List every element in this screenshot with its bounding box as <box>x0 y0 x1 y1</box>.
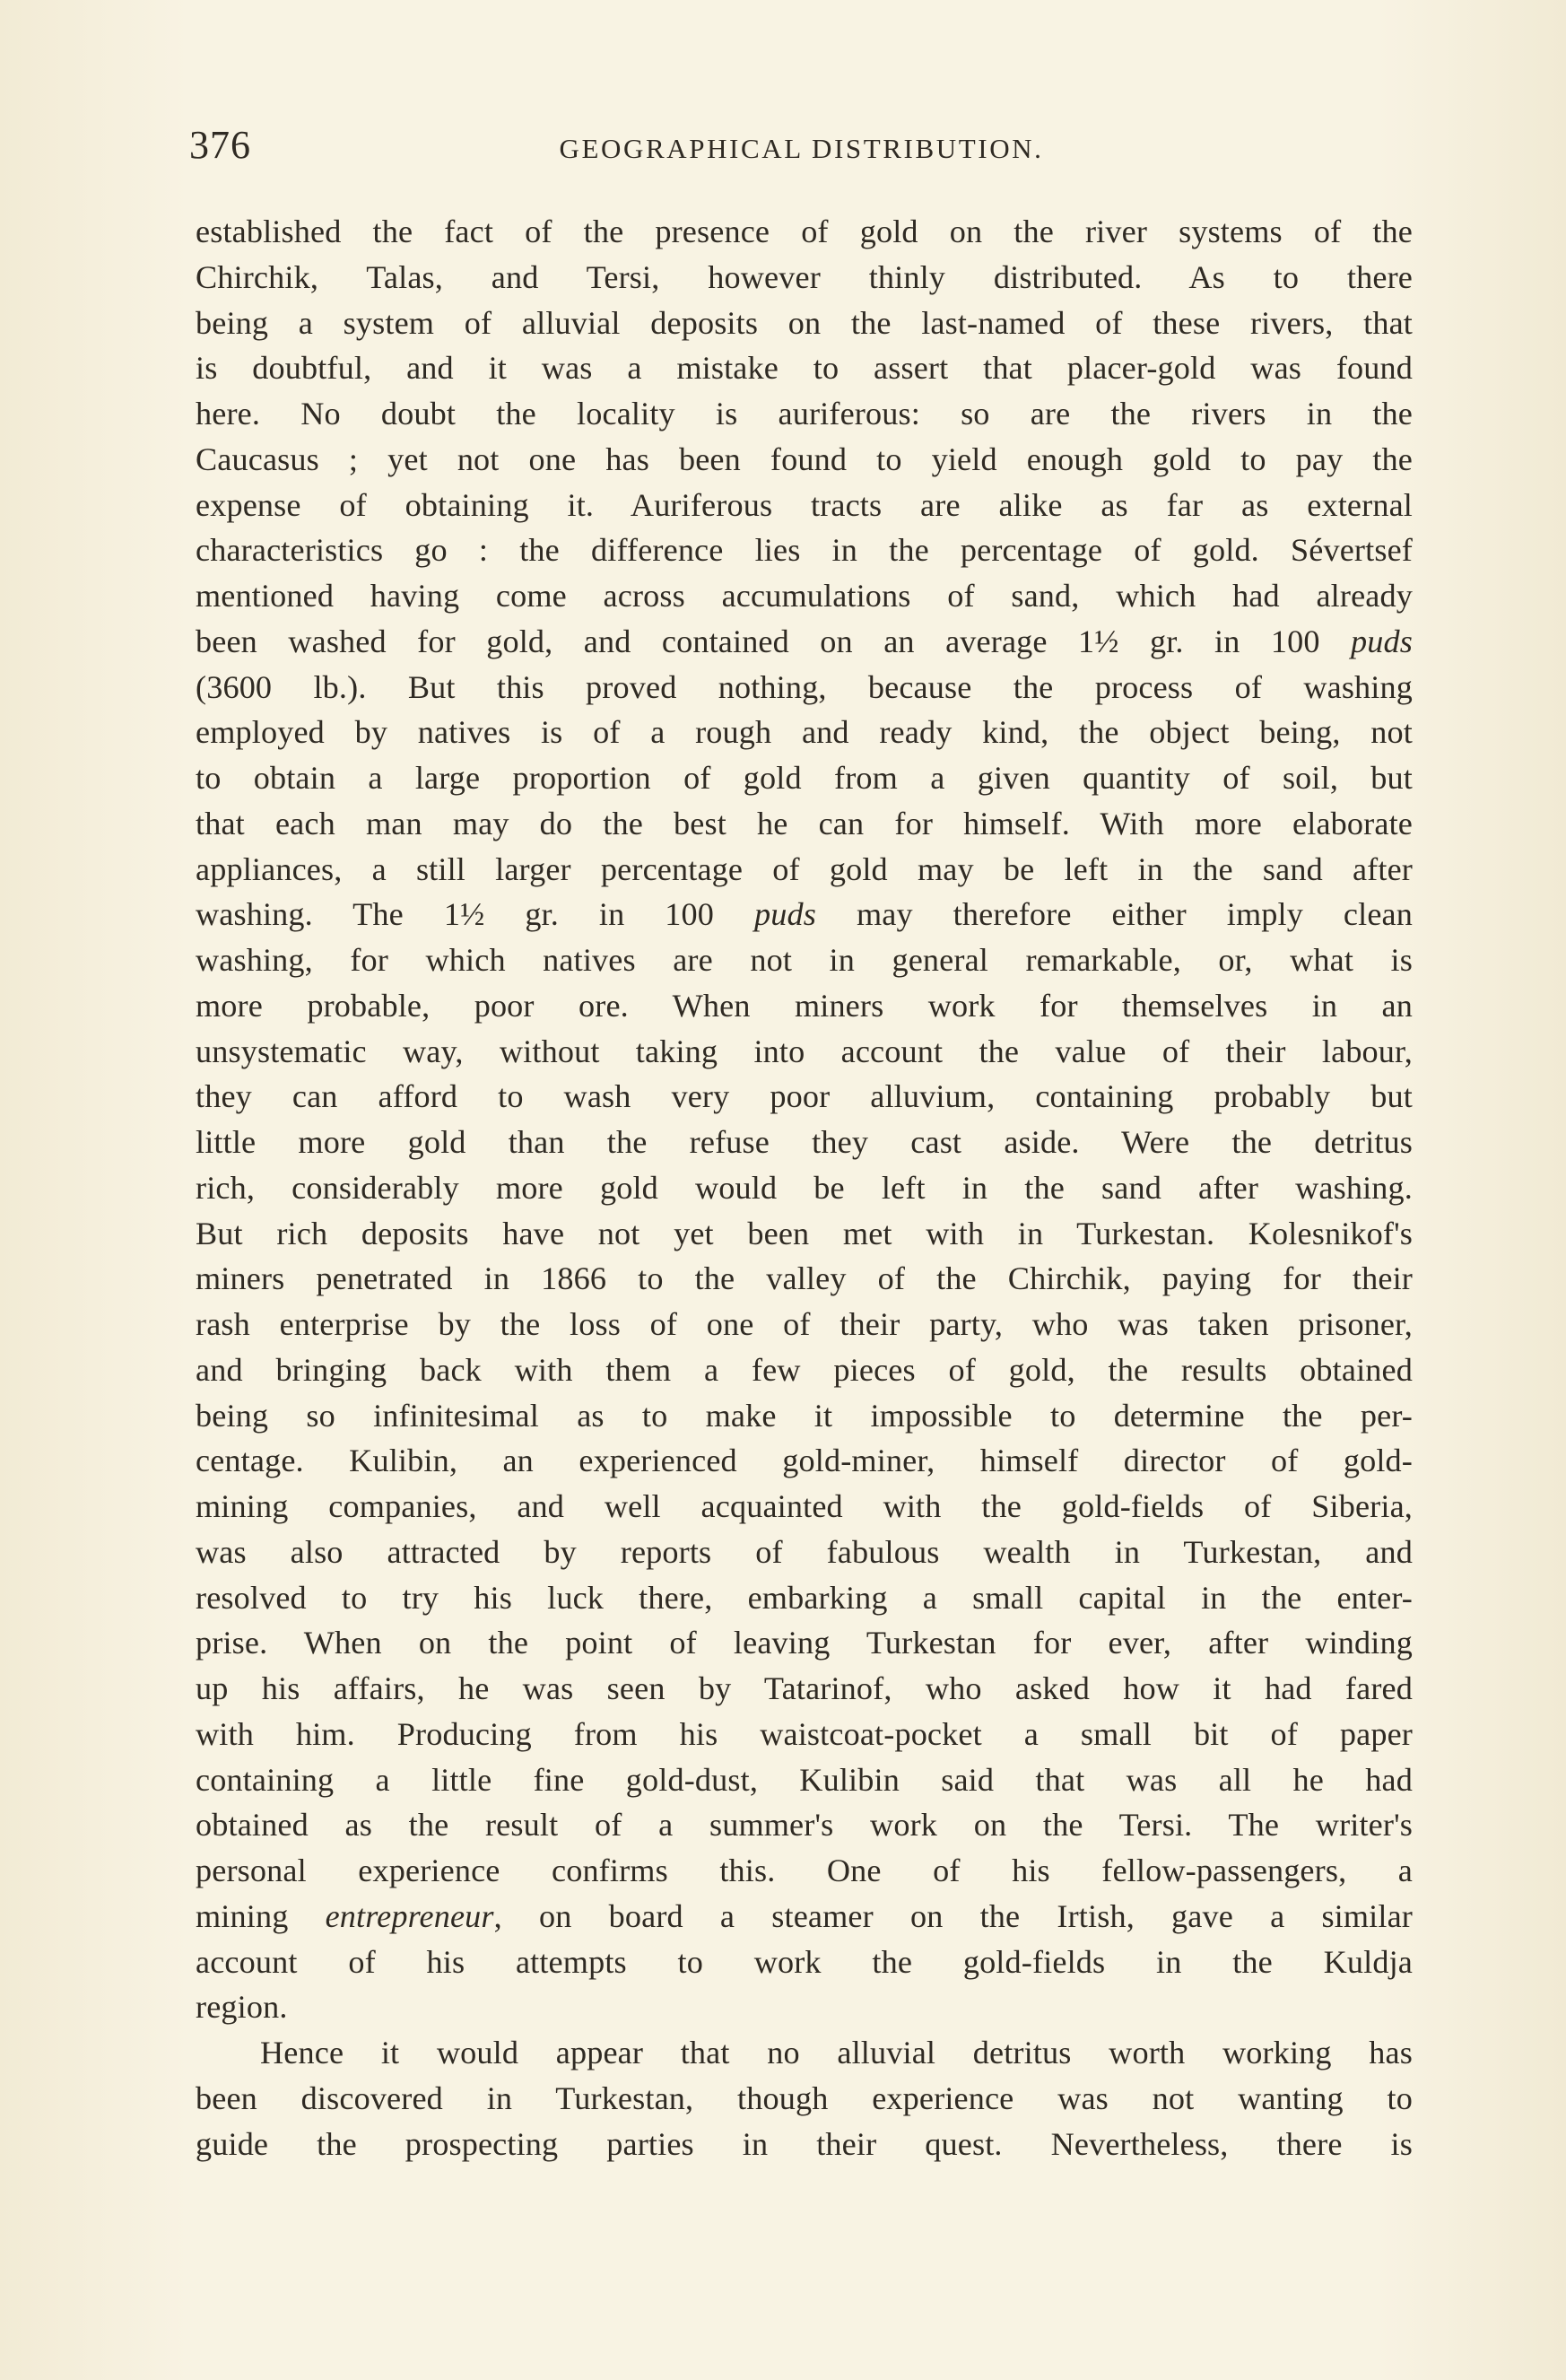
text-line: resolved to try his luck there, embarking a small capital in the enter- <box>196 1579 1413 1616</box>
text-line: being a system of alluvial deposits on the last-named of these rivers, that <box>196 304 1413 341</box>
text-line: obtained as the result of a summer's work on the Tersi. The writer's <box>196 1807 1413 1844</box>
text-line: with him. Producing from his waistcoat-pocket a small bit of paper <box>196 1715 1413 1752</box>
text-line: Caucasus ; yet not one has been found to yield enough gold to pay the <box>196 440 1413 477</box>
text-line: (3600 lb.). But this proved nothing, because the process of washing <box>196 668 1413 705</box>
text-line: was also attracted by reports of fabulous wealth in Turkestan, and <box>196 1533 1413 1570</box>
text-segment: been washed for gold, and contained on an average 1½ gr. in 100 <box>196 623 1320 659</box>
text-line: But rich deposits have not yet been met with in Turkestan. Kolesnikof's <box>196 1215 1413 1251</box>
italic-term-puds: puds <box>1351 623 1414 659</box>
text-line: washing, for which natives are not in general remarkable, or, what is <box>196 942 1413 978</box>
text-line: established the fact of the presence of gold on the river systems of the <box>196 214 1413 249</box>
text-line: to obtain a large proportion of gold from a given quantity of soil, but <box>196 760 1413 796</box>
paragraph-start-line: Hence it would appear that no alluvial detritus worth working has <box>260 2035 1413 2071</box>
italic-term-puds: puds <box>754 896 816 933</box>
body-text <box>196 209 1413 2166</box>
text-line: more probable, poor ore. When miners work for themselves in an <box>196 987 1413 1024</box>
text-line: being so infinitesimal as to make it impossible to determine the per- <box>196 1397 1413 1434</box>
text-line: characteristics go : the difference lies in the percentage of gold. Sévertsef <box>196 532 1413 569</box>
text-line: mining companies, and well acquainted with the gold-fields of Siberia, <box>196 1488 1413 1524</box>
page-header <box>189 122 1414 176</box>
text-line: prise. When on the point of leaving Turkestan for ever, after winding <box>196 1625 1413 1661</box>
text-line: unsystematic way, without taking into account the value of their labour, <box>196 1033 1413 1069</box>
text-line-with-italic <box>196 892 1413 937</box>
text-line: guide the prospecting parties in their quest. Nevertheless, there is <box>196 2125 1413 2162</box>
italic-term-entrepreneur: entrepreneur <box>325 1897 494 1934</box>
text-line: appliances, a still larger percentage of gold may be left in the sand after <box>196 850 1413 887</box>
text-line: centage. Kulibin, an experienced gold-miner, himself director of gold- <box>196 1443 1413 1479</box>
text-line-with-italic <box>196 1894 1413 1940</box>
text-segment: may therefore either imply clean <box>856 896 1414 933</box>
text-line: rich, considerably more gold would be left in the sand after washing. <box>196 1169 1413 1206</box>
text-segment: mining <box>196 1897 289 1934</box>
text-line: account of his attempts to work the gold-fields in the Kuldja <box>196 1943 1413 1980</box>
text-line: is doubtful, and it was a mistake to assert that placer-gold was found <box>196 350 1413 387</box>
text-line: containing a little fine gold-dust, Kulibin said that was all he had <box>196 1761 1413 1798</box>
text-line: here. No doubt the locality is auriferous: so are the rivers in the <box>196 396 1413 432</box>
text-line: Chirchik, Talas, and Tersi, however thinly distributed. As to there <box>196 258 1413 295</box>
text-line: mentioned having come across accumulations of sand, which had already <box>196 578 1413 614</box>
text-line: employed by natives is of a rough and ready kind, the object being, not <box>196 714 1413 751</box>
text-line: rash enterprise by the loss of one of their party, who was taken prisoner, <box>196 1306 1413 1342</box>
text-line: little more gold than the refuse they cast aside. Were the detritus <box>196 1124 1413 1160</box>
text-line-with-italic <box>196 619 1413 665</box>
running-title: GEOGRAPHICAL DISTRIBUTION. <box>559 133 1044 164</box>
text-line: expense of obtaining it. Auriferous tracts are alike as far as external <box>196 486 1413 523</box>
text-line: up his affairs, he was seen by Tatarinof, who asked how it had fared <box>196 1670 1413 1706</box>
page-number: 376 <box>189 123 251 167</box>
paragraph-end-line: region. <box>196 1989 288 2026</box>
text-line: personal experience confirms this. One of his fellow-passengers, a <box>196 1853 1413 1888</box>
text-line: miners penetrated in 1866 to the valley of the Chirchik, paying for their <box>196 1260 1413 1297</box>
text-line: they can afford to wash very poor alluvium, containing probably but <box>196 1078 1413 1115</box>
text-line: been discovered in Turkestan, though experience was not wanting to <box>196 2079 1413 2116</box>
text-segment: , on board a steamer on the Irtish, gave a similar <box>493 1897 1414 1934</box>
text-line: and bringing back with them a few pieces of gold, the results obtained <box>196 1351 1413 1388</box>
text-segment: washing. The 1½ gr. in 100 <box>196 896 715 933</box>
text-line: that each man may do the best he can for himself. With more elaborate <box>196 805 1413 841</box>
